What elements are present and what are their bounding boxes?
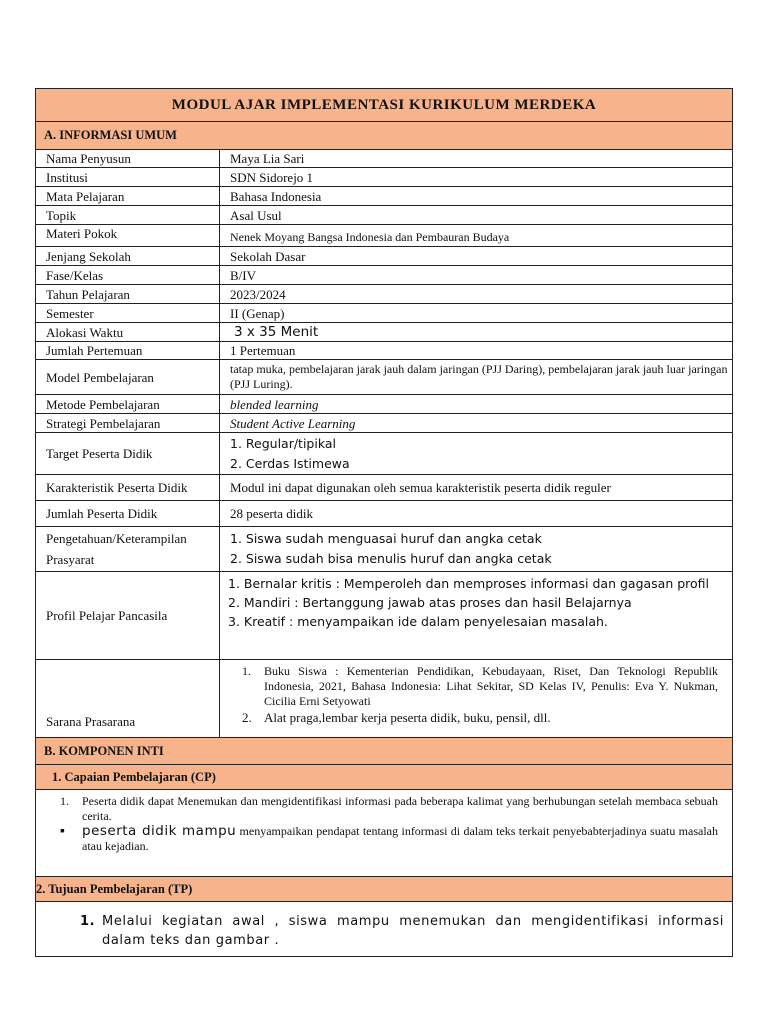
info-label: Alokasi Waktu [36,323,220,341]
info-label: Mata Pelajaran [36,187,220,205]
info-label: Metode Pembelajaran [36,395,220,413]
info-row [36,206,732,225]
info-label: Institusi [36,168,220,186]
list-item: 1. Regular/tipikal [230,435,336,451]
info-row [36,187,732,206]
cp-heading: 1. Capaian Pembelajaran (CP) [36,765,732,790]
info-label: Jumlah Pertemuan [36,342,220,359]
info-value: II (Genap) [230,305,285,321]
list-item [60,824,718,854]
profil-list [220,572,732,659]
bullet-icon: ▪ [60,824,65,839]
jumlah-label: Jumlah Peserta Didik [36,501,220,526]
jumlah-row [36,501,732,527]
info-row [36,225,732,247]
info-value: 2023/2024 [230,286,286,302]
modul-ajar-document [35,88,733,957]
sarana-label: Sarana Prasarana [36,660,220,737]
list-item: 1. Siswa sudah menguasai huruf dan angka cetak [230,531,542,546]
list-item [242,710,718,725]
info-value: Asal Usul [230,207,282,223]
list-marker: 1. [242,664,251,678]
sarana-row [36,660,732,738]
list-item: 2. Mandiri : Bertanggung jawab atas proses dan hasil Belajarnya [228,595,632,610]
tp-list [36,902,732,956]
info-row [36,150,732,168]
info-row [36,395,732,414]
list-item: 3. Kreatif : menyampaikan ide dalam penyelesaian masalah. [228,614,608,629]
profil-row [36,572,732,660]
list-item [242,664,718,709]
info-label: Strategi Pembelajaran [36,414,220,432]
prasyarat-label: Pengetahuan/Keterampilan Prasyarat [36,527,220,571]
info-value: SDN Sidorejo 1 [230,169,314,185]
section-b-heading: B. KOMPONEN INTI [36,738,732,765]
cp-list [36,790,732,877]
info-row [36,247,732,266]
info-label: Materi Pokok [36,225,220,246]
list-text: Peserta didik dapat Menemukan dan mengidentifikasi informasi pada beberapa kalimat yang berhubungan setelah membaca sebuah cerita. [82,794,718,823]
info-value: B/IV [230,267,256,283]
target-row [36,433,732,475]
list-text: Alat praga,lembar kerja peserta didik, buku, pensil, dll. [264,710,551,725]
info-row [36,168,732,187]
list-marker: 1. [80,914,96,929]
info-label: Nama Penyusun [36,150,220,167]
info-row [36,323,732,342]
list-item: 1. Bernalar kritis : Memperoleh dan memproses informasi dan gagasan profil [228,576,710,591]
section-a-heading: A. INFORMASI UMUM [36,122,732,150]
info-value: Nenek Moyang Bangsa Indonesia dan Pembauran Budaya [230,230,510,244]
list-marker: 2. [242,710,252,725]
document-title: MODUL AJAR IMPLEMENTASI KURIKULUM MERDEKA [36,89,732,122]
info-row [36,342,732,360]
info-row [36,285,732,304]
info-value: blended learning [230,396,319,412]
list-item: 2. Cerdas Istimewa [230,455,350,471]
info-row [36,414,732,433]
karakteristik-row [36,475,732,501]
sarana-list [220,660,732,737]
target-label: Target Peserta Didik [36,433,220,474]
info-value: Maya Lia Sari [230,151,305,166]
karakteristik-label: Karakteristik Peserta Didik [36,475,220,500]
list-text: Buku Siswa : Kementerian Pendidikan, Kebudayaan, Riset, Dan Teknologi Republik Indonesia, 2021, Bahasa Indonesia: Lihat Sekitar, SD Kelas IV, Penulis: Eva Y. Nukman, Cicilia Erni Setyowati [264,664,718,708]
info-value: Sekolah Dasar [230,248,306,264]
info-label: Jenjang Sekolah [36,247,220,265]
info-value: 1 Pertemuan [230,343,296,358]
list-text: Melalui kegiatan awal , siswa mampu menemukan dan mengidentifikasi informasi dalam teks dan gambar . [102,914,724,948]
info-label: Semester [36,304,220,322]
info-label: Model Pembelajaran [36,360,220,394]
info-value: Student Active Learning [230,415,356,431]
info-row [36,360,732,395]
info-label: Fase/Kelas [36,266,220,284]
info-value: 3 x 35 Menit [234,323,319,340]
info-row [36,266,732,285]
info-value: tatap muka, pembelajaran jarak jauh dalam jaringan (PJJ Daring), pembelajaran jarak jauh luar jaringan (PJJ Luring). [230,362,728,391]
info-label: Tahun Pelajaran [36,285,220,303]
info-label: Topik [36,206,220,224]
list-item [60,794,718,824]
prasyarat-row [36,527,732,572]
jumlah-value: 28 peserta didik [230,506,314,521]
tp-heading: 2. Tujuan Pembelajaran (TP) [36,877,732,902]
info-row [36,304,732,323]
list-text-lead: peserta didik mampu [82,823,237,839]
list-marker: 1. [60,794,69,808]
list-item: 2. Siswa sudah bisa menulis huruf dan angka cetak [230,551,552,566]
target-list [220,433,732,474]
list-text: menyampaikan pendapat tentang informasi di dalam teks terkait penyebabterjadinya suatu masalah atau kejadian. [82,824,718,853]
profil-label: Profil Pelajar Pancasila [36,572,220,659]
prasyarat-list [220,527,732,571]
karakteristik-value: Modul ini dapat digunakan oleh semua karakteristik peserta didik reguler [230,480,611,495]
info-value: Bahasa Indonesia [230,188,322,204]
